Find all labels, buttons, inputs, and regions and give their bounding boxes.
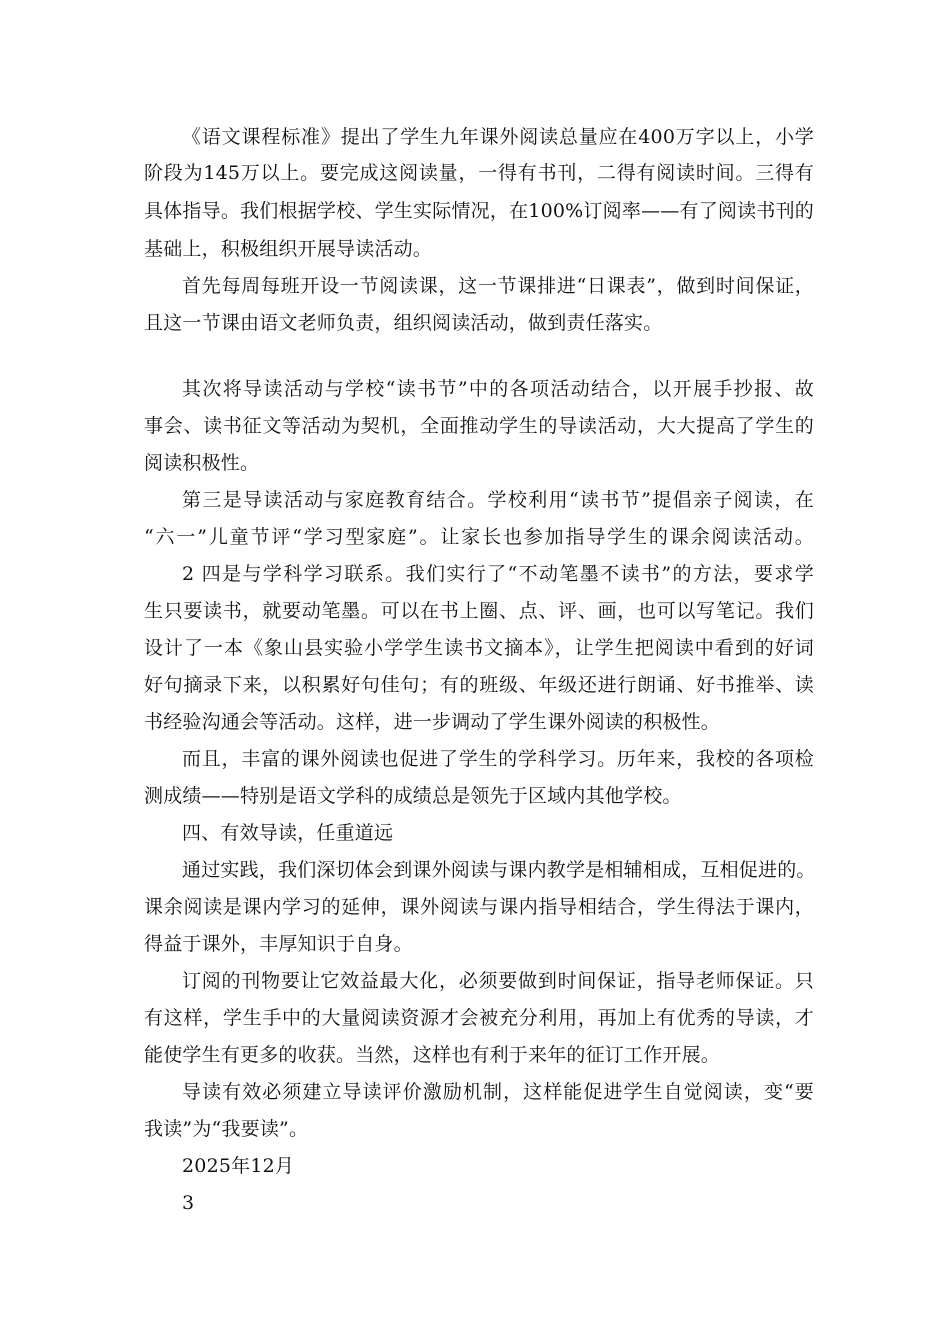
paragraph-line: 第三是导读活动与家庭教育结合。学校利用“读书节”提倡亲子阅读，在: [182, 489, 814, 511]
paragraph-line: “六一”儿童节评“学习型家庭”。让家长也参加指导学生的课余阅读活动。: [144, 526, 814, 548]
paragraph-line: 基础上，积极组织开展导读活动。: [144, 238, 433, 260]
paragraph-line: 其次将导读活动与学校“读书节”中的各项活动结合，以开展手抄报、故: [182, 378, 814, 400]
paragraph-line: 而且，丰富的课外阅读也促进了学生的学科学习。历年来，我校的各项检: [182, 748, 814, 770]
paragraph-line: 生只要读书，就要动笔墨。可以在书上圈、点、评、画，也可以写笔记。我们: [144, 600, 814, 622]
paragraph-line: 具体指导。我们根据学校、学生实际情况，在100%订阅率——有了阅读书刊的: [144, 200, 814, 222]
paragraph-line: 首先每周每班开设一节阅读课，这一节课排进“日课表”，做到时间保证，: [182, 275, 814, 297]
paragraph-line: 测成绩——特别是语文学科的成绩总是领先于区域内其他学校。: [144, 785, 682, 807]
paragraph-line: 导读有效必须建立导读评价激励机制，这样能促进学生自觉阅读，变“要: [182, 1081, 814, 1103]
paragraph-line: 设计了一本《象山县实验小学学生读书文摘本》，让学生把阅读中看到的好词: [144, 637, 814, 659]
paragraph-line: 我读”为“我要读”。: [144, 1118, 309, 1140]
paragraph-line: 2 四是与学科学习联系。我们实行了“不动笔墨不读书”的方法，要求学: [182, 563, 814, 585]
paragraph-line: 通过实践，我们深切体会到课外阅读与课内教学是相辅相成，互相促进的。: [182, 859, 816, 881]
paragraph-line: 课余阅读是课内学习的延伸，课外阅读与课内指导相结合，学生得法于课内，: [144, 896, 814, 918]
paragraph-line: 书经验沟通会等活动。这样，进一步调动了学生课外阅读的积极性。: [144, 711, 721, 733]
section-heading: 四、有效导读，任重道远: [182, 822, 394, 844]
paragraph-line: 有这样，学生手中的大量阅读资源才会被充分利用，再加上有优秀的导读，才: [144, 1007, 814, 1029]
paragraph-line: 订阅的刊物要让它效益最大化，必须要做到时间保证，指导老师保证。只: [182, 970, 814, 992]
paragraph-line: 阶段为145万以上。要完成这阅读量，一得有书刊，二得有阅读时间。三得有: [144, 162, 814, 184]
paragraph-line: 好句摘录下来，以积累好句佳句；有的班级、年级还进行朗诵、好书推举、读: [144, 674, 814, 696]
paragraph-line: 能使学生有更多的收获。当然，这样也有利于来年的征订工作开展。: [144, 1044, 721, 1066]
paragraph-line: 事会、读书征文等活动为契机，全面推动学生的导读活动，大大提高了学生的: [144, 415, 814, 437]
paragraph-line: 得益于课外，丰厚知识于自身。: [144, 933, 413, 955]
page-number: 3: [182, 1192, 195, 1214]
paragraph-line: 《语文课程标准》提出了学生九年课外阅读总量应在400万字以上，小学: [182, 126, 814, 148]
paragraph-line: 且这一节课由语文老师负责，组织阅读活动，做到责任落实。: [144, 312, 663, 334]
paragraph-line: 阅读积极性。: [144, 452, 260, 474]
date-line: 2025年12月: [182, 1155, 295, 1177]
